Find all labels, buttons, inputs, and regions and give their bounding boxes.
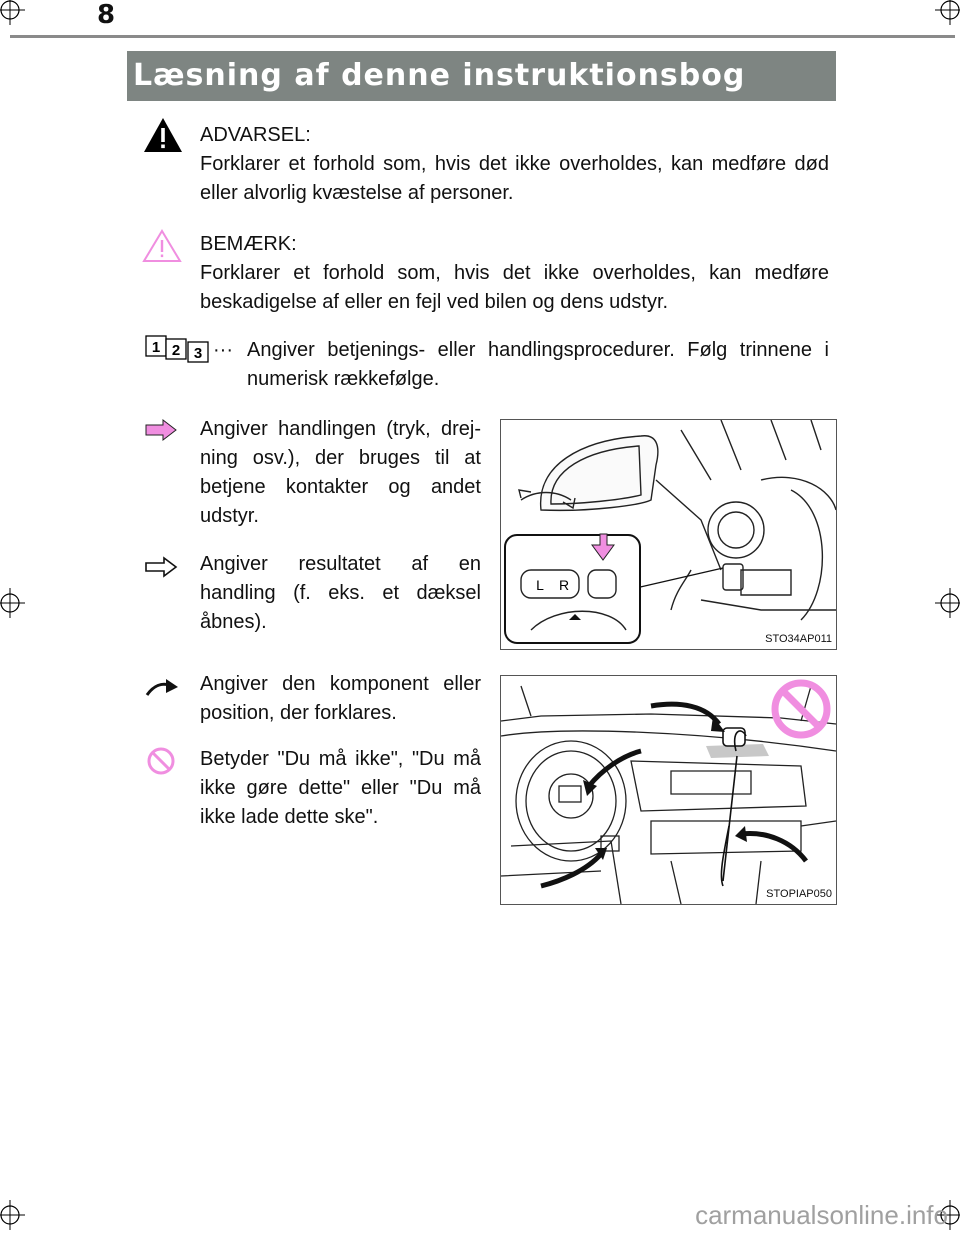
registration-mark-icon bbox=[935, 0, 960, 25]
caution-description: Forklarer et forhold som, hvis det ikke overholdes, kan medføre beskadigelse af eller en fejl ved bilen og dens udstyr. bbox=[200, 262, 829, 313]
dashboard-illustration bbox=[501, 676, 836, 904]
figure-code: STOPIAP050 bbox=[766, 888, 832, 900]
step-numbers-icon bbox=[144, 334, 216, 364]
figure-mirror-switch bbox=[500, 419, 837, 650]
step-digit-3: 3 bbox=[193, 345, 203, 362]
warning-label: ADVARSEL: bbox=[200, 124, 311, 146]
caution-label: BEMÆRK: bbox=[200, 233, 297, 255]
caution-triangle-icon bbox=[142, 229, 182, 263]
warning-description: Forklarer et forhold som, hvis det ikke overholdes, kan medføre død eller alvorlig kvæstelse af personer. bbox=[200, 153, 829, 204]
prohibition-description: Betyder "Du må ikke", "Du må ikke gøre dette" eller "Du må ikke lade dette ske". bbox=[200, 748, 481, 828]
component-description: Angiver den komponent eller position, der forklares. bbox=[200, 673, 481, 724]
step-digit-2: 2 bbox=[171, 342, 181, 359]
operation-description: Angiver handlingen (tryk, drej-ning osv.), der bruges til at betjene kontakter og andet udstyr. bbox=[200, 418, 481, 527]
step-digit-1: 1 bbox=[151, 339, 161, 356]
result-description: Angiver resultatet af en handling (f. eks. et dæksel åbnes). bbox=[200, 553, 481, 633]
header-rule bbox=[10, 35, 955, 38]
page-number: 8 bbox=[97, 0, 116, 30]
warning-triangle-icon bbox=[142, 115, 184, 155]
registration-mark-icon bbox=[0, 588, 25, 618]
mirror-switch-illustration bbox=[501, 420, 836, 649]
switch-label-r: R bbox=[558, 577, 570, 593]
registration-mark-icon bbox=[935, 588, 960, 618]
step-description: Angiver betjenings- eller handlingsprocedurer. Følg trinnene i numerisk rækkefølge. bbox=[247, 339, 829, 390]
registration-mark-icon bbox=[0, 0, 25, 25]
page-title: Læsning af denne instruktionsbog bbox=[133, 58, 746, 93]
figure-dashboard bbox=[500, 675, 837, 905]
curved-pointer-arrow-icon bbox=[144, 677, 180, 699]
switch-label-l: L bbox=[536, 577, 544, 593]
step-leader-dots: ··· bbox=[213, 339, 233, 361]
prohibition-icon bbox=[146, 746, 176, 776]
outline-arrow-icon bbox=[144, 555, 178, 579]
footer-url: carmanualsonline.info bbox=[695, 1200, 948, 1230]
pink-arrow-icon bbox=[144, 418, 178, 442]
registration-mark-icon bbox=[0, 1200, 25, 1230]
figure-code: STO34AP011 bbox=[765, 633, 832, 645]
